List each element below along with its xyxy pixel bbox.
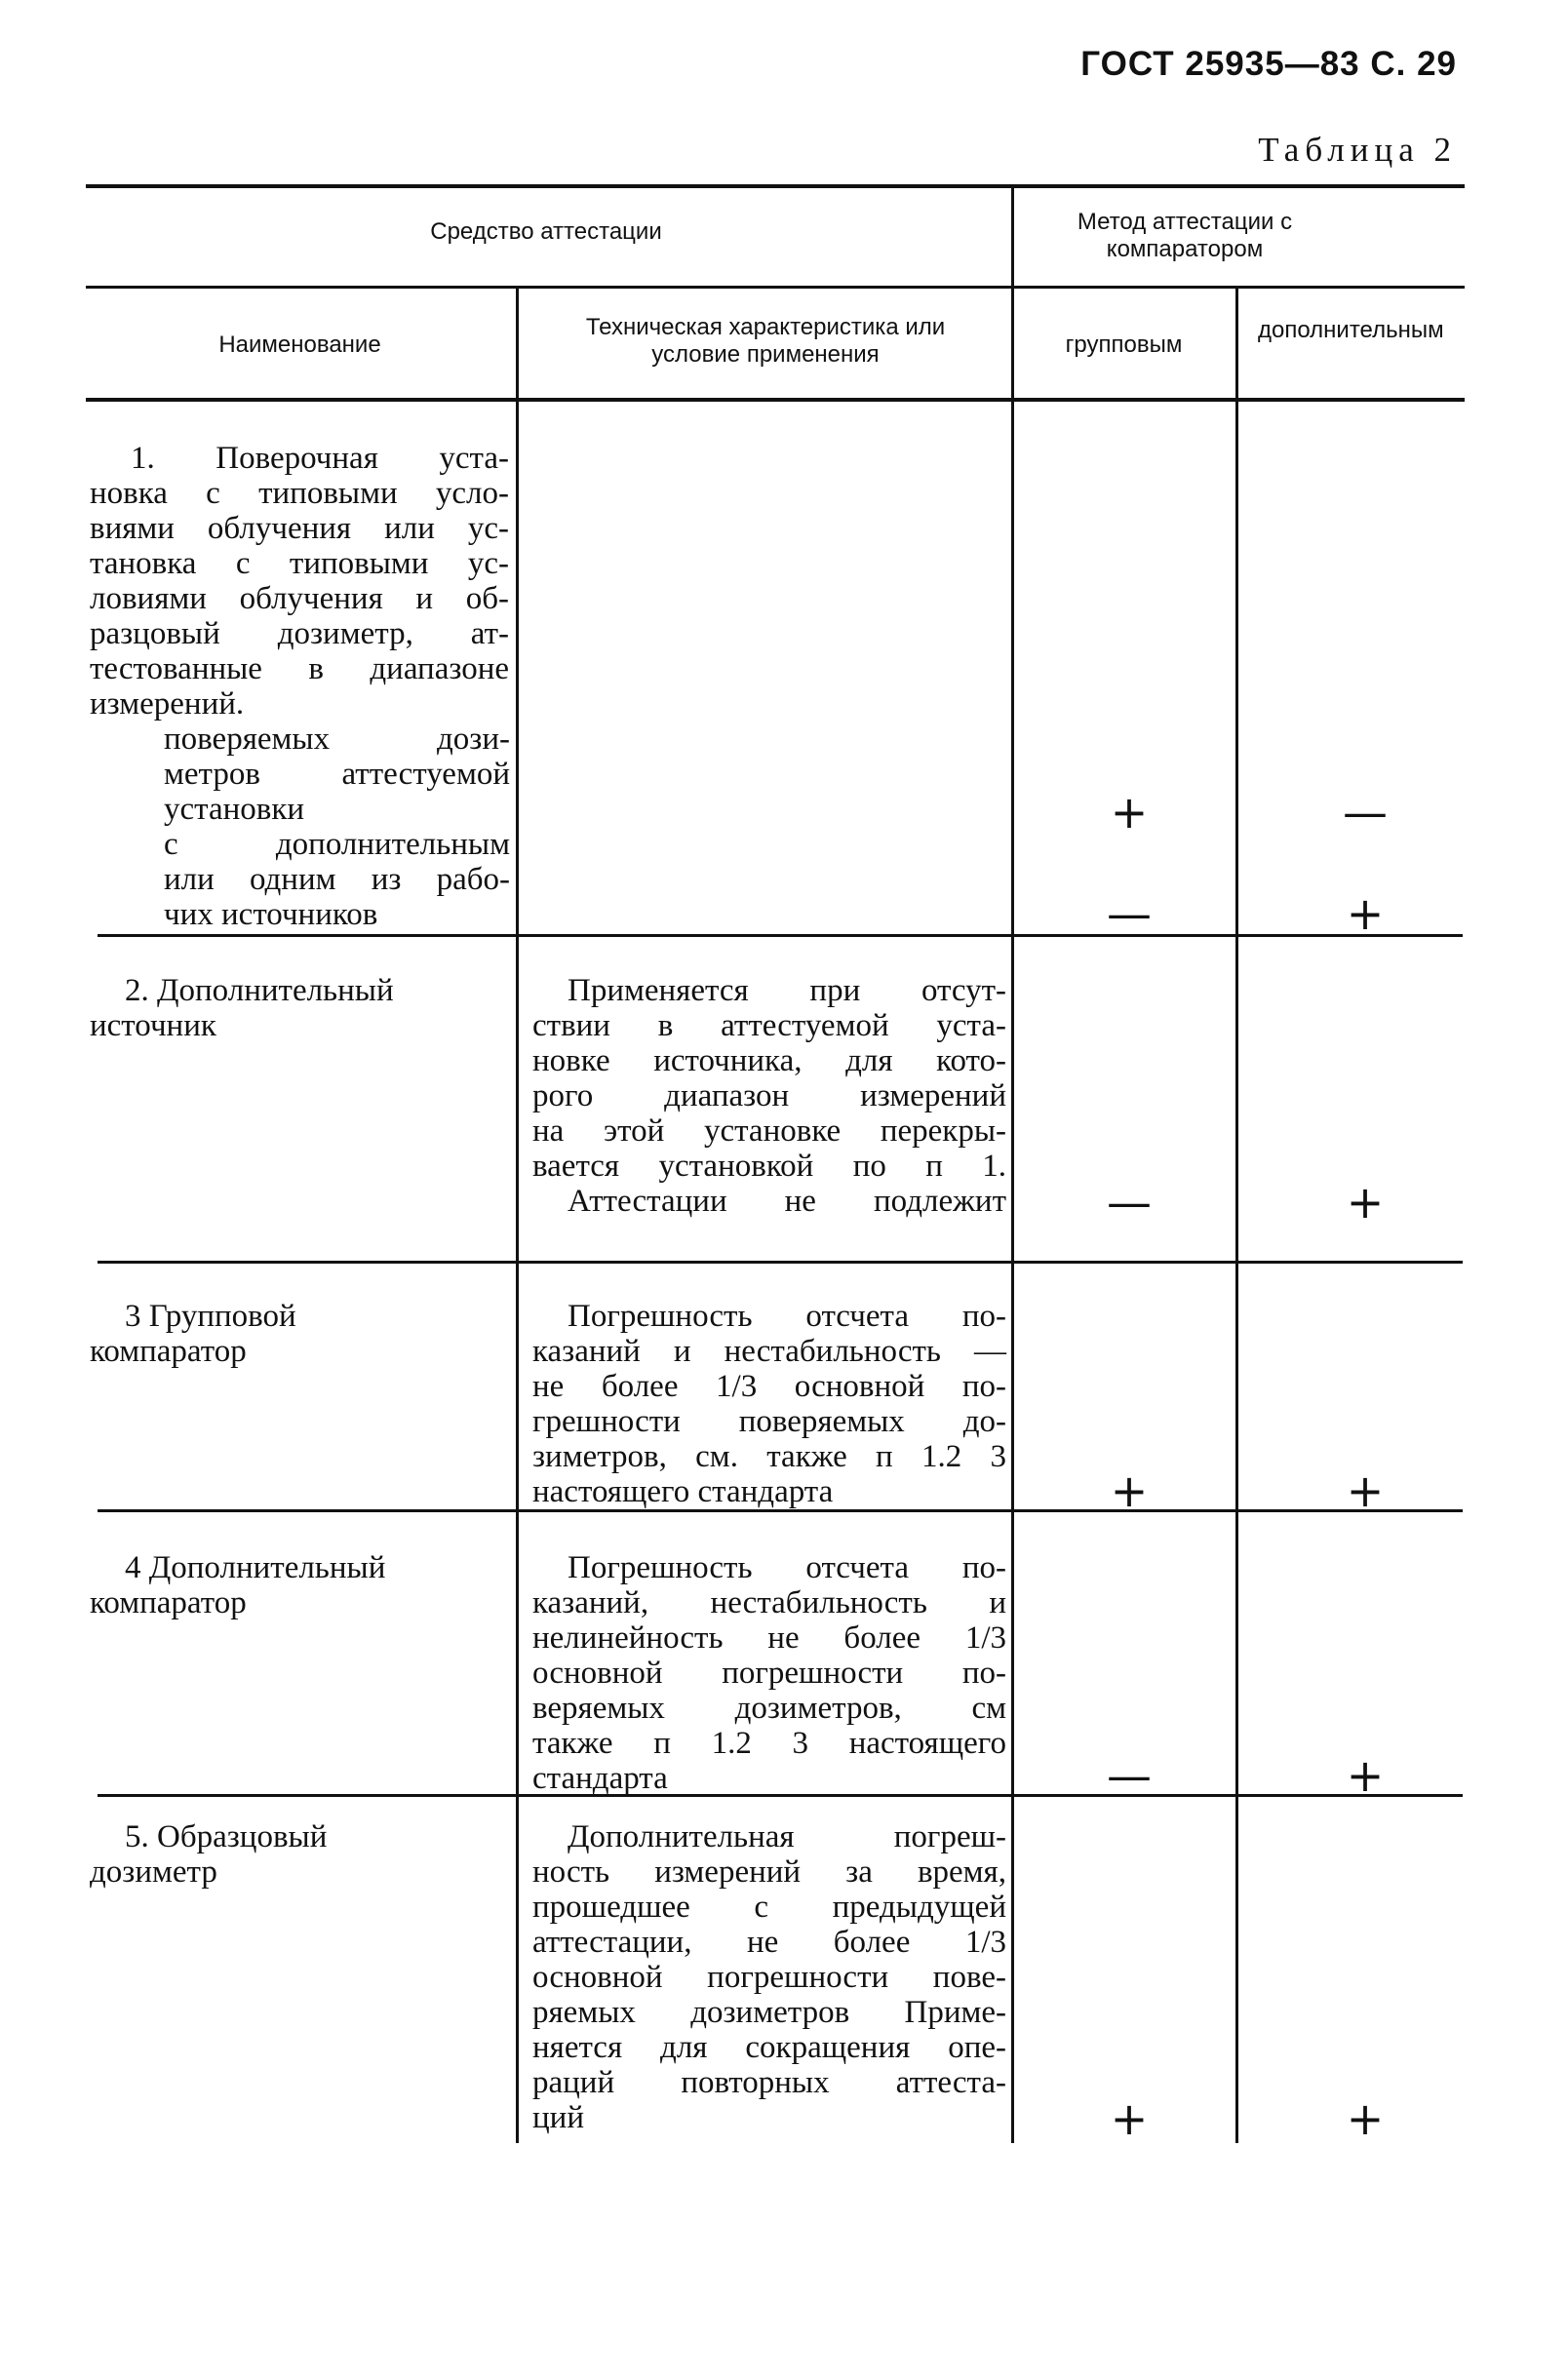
row-1-sub-1	[164, 722, 510, 827]
row-4-char-line: нелинейность не более 1/3	[532, 1620, 1006, 1656]
row-1-name-line: виями облучения или ус-	[90, 511, 509, 546]
row-5-char-line: Дополнительная погреш-	[568, 1819, 1006, 1854]
header-divider-group	[1235, 286, 1238, 398]
row-5-additional-mark: +	[1346, 2092, 1385, 2145]
row-1-name-line: тановка с типовыми ус-	[90, 546, 509, 581]
header-means: Средство аттестации	[430, 218, 662, 245]
row-2-additional-mark: +	[1346, 1176, 1385, 1229]
row-4-char-line: основной погрешности по-	[532, 1656, 1006, 1691]
table-caption: Таблица 2	[1258, 131, 1457, 169]
row-4-characteristic	[532, 1550, 1006, 1796]
row-2-name-line: 2. Дополнительный	[125, 973, 394, 1008]
row-1-sub-2-line: с дополнительным	[164, 827, 510, 862]
row-rule-3	[98, 1509, 1463, 1512]
row-3-name-line: 3 Групповой	[125, 1299, 296, 1334]
row-4-name-line: компаратор	[90, 1585, 247, 1620]
row-4-name-line: 4 Дополнительный	[125, 1550, 386, 1585]
row-2-char-line: вается установкой по п 1.	[532, 1149, 1006, 1184]
row-1-sub-2	[164, 827, 510, 932]
row-2-group-mark: —	[1107, 1176, 1152, 1229]
row-5-char-line: няется для сокращения опе-	[532, 2030, 1006, 2065]
row-1-sub-2-group-mark: —	[1107, 887, 1152, 940]
row-3-char-line: грешности поверяемых до-	[532, 1404, 1006, 1439]
row-5-char-line: аттестации, не более 1/3	[532, 1925, 1006, 1960]
header-name: Наименование	[218, 332, 381, 358]
row-1-name-line: новка с типовыми усло-	[90, 476, 509, 511]
row-3-char-line: настоящего стандарта	[532, 1474, 834, 1509]
row-4-additional-mark: +	[1346, 1749, 1385, 1802]
row-4-name	[90, 1550, 509, 1620]
row-1-sub-2-line: чих источников	[164, 897, 378, 932]
row-1-sub-1-additional-mark: —	[1343, 786, 1388, 839]
row-3-name-line: компаратор	[90, 1334, 247, 1369]
header-divider-method	[1011, 184, 1014, 292]
row-2-char-line: на этой установке перекры-	[532, 1113, 1006, 1149]
row-1-name-line: тестованные в диапазоне	[90, 651, 509, 686]
table-top-rule	[86, 184, 1465, 188]
row-2-name	[90, 973, 509, 1043]
row-rule-2	[98, 1261, 1463, 1264]
row-5-char-line: ций	[532, 2100, 584, 2135]
header-mid-rule	[86, 286, 1465, 289]
row-2-char-line: Применяется при отсут-	[568, 973, 1006, 1008]
row-3-name	[90, 1299, 509, 1369]
row-5-group-mark: +	[1110, 2092, 1149, 2145]
row-5-characteristic	[532, 1819, 1006, 2135]
row-5-char-line: раций повторных аттеста-	[532, 2065, 1006, 2100]
row-1-name-line: измерений.	[90, 686, 245, 722]
row-4-char-line: стандарта	[532, 1761, 668, 1796]
body-divider-char	[516, 398, 519, 2143]
row-1-sub-1-line: поверяемых дози-	[164, 722, 510, 757]
row-rule-1	[98, 934, 1463, 937]
row-5-char-line: основной погрешности пове-	[532, 1960, 1006, 1995]
header-additional: дополнительным	[1258, 317, 1444, 343]
header-group: групповым	[1065, 332, 1183, 358]
row-4-char-line: казаний, нестабильность и	[532, 1585, 1006, 1620]
header-characteristic: Техническая характеристика или условие применения	[585, 314, 946, 368]
row-4-char-line: веряемых дозиметров, см	[532, 1691, 1006, 1726]
row-5-name-line: дозиметр	[90, 1854, 217, 1890]
row-5-char-line: ряемых дозиметров Приме-	[532, 1995, 1006, 2030]
row-3-characteristic	[532, 1299, 1006, 1509]
row-1-sub-1-line: метров аттестуемой	[164, 757, 510, 792]
header-method: Метод аттестации с компаратором	[1077, 209, 1293, 262]
row-1-name-line: разцовый дозиметр, ат-	[90, 616, 509, 651]
row-5-name	[90, 1819, 509, 1890]
row-1-name-line: ловиями облучения и об-	[90, 581, 509, 616]
row-3-char-line: Погрешность отсчета по-	[568, 1299, 1006, 1334]
row-3-group-mark: +	[1110, 1464, 1149, 1517]
row-1-name	[90, 441, 509, 722]
row-1-name-line: 1. Поверочная уста-	[131, 441, 509, 476]
row-2-name-line: источник	[90, 1008, 216, 1043]
row-2-char-line: Аттестации не подлежит	[568, 1184, 1006, 1219]
header-divider-method-2	[1011, 286, 1014, 398]
row-5-char-line: ность измерений за время,	[532, 1854, 1006, 1890]
row-1-sub-2-line: или одним из рабо-	[164, 862, 510, 897]
row-1-sub-1-line: установки	[164, 792, 305, 827]
row-3-char-line: не более 1/3 основной по-	[532, 1369, 1006, 1404]
header-bottom-rule	[86, 398, 1465, 402]
row-4-char-line: Погрешность отсчета по-	[568, 1550, 1006, 1585]
row-4-group-mark: —	[1107, 1749, 1152, 1802]
row-5-char-line: прошедшее с предыдущей	[532, 1890, 1006, 1925]
body-divider-group	[1011, 398, 1014, 2143]
body-divider-additional	[1235, 398, 1238, 2143]
row-3-additional-mark: +	[1346, 1464, 1385, 1517]
row-2-char-line: новке источника, для кото-	[532, 1043, 1006, 1078]
row-1-sub-2-additional-mark: +	[1346, 887, 1385, 940]
row-1-sub-1-group-mark: +	[1110, 786, 1149, 839]
row-3-char-line: казаний и нестабильность —	[532, 1334, 1006, 1369]
row-3-char-line: зиметров, см. также п 1.2 3	[532, 1439, 1006, 1474]
header-divider-char	[516, 286, 519, 398]
row-2-char-line: ствии в аттестуемой уста-	[532, 1008, 1006, 1043]
row-2-characteristic	[532, 973, 1006, 1219]
row-5-name-line: 5. Образцовый	[125, 1819, 328, 1854]
row-2-char-line: рого диапазон измерений	[532, 1078, 1006, 1113]
row-4-char-line: также п 1.2 3 настоящего	[532, 1726, 1006, 1761]
page-header: ГОСТ 25935—83 С. 29	[1080, 45, 1457, 83]
